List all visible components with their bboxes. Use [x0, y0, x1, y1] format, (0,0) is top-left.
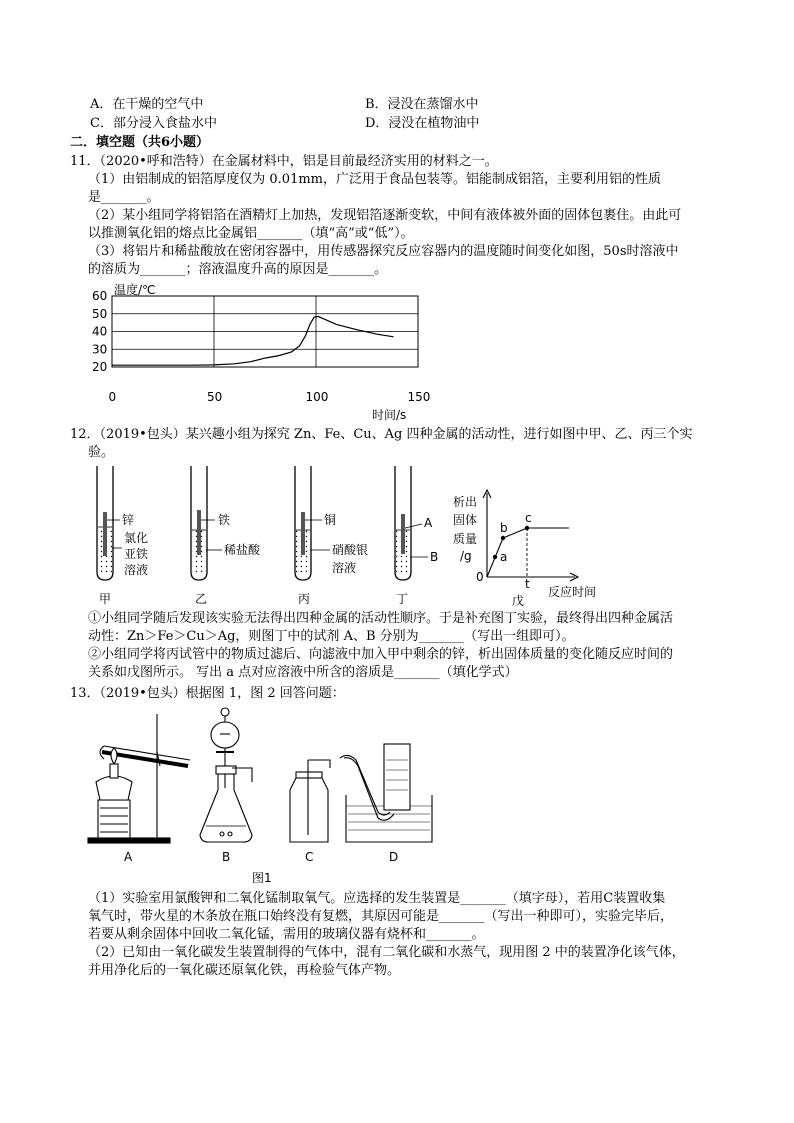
svg-text:析出: 析出	[453, 495, 478, 509]
svg-text:B: B	[222, 850, 231, 864]
svg-text:溶液: 溶液	[124, 563, 149, 577]
svg-text:溶液: 溶液	[332, 561, 357, 575]
svg-text:反应时间: 反应时间	[548, 585, 597, 599]
svg-text:A: A	[124, 850, 133, 864]
q12-stem-b: 验。	[88, 445, 115, 460]
caption-bing: 丙	[298, 592, 311, 606]
q12-s1b: 动性：Zn＞Fe＞Cu＞Ag，则图丁中的试剂 A、B 分别为_______（写出一组即可）。	[88, 629, 575, 644]
figure-1-caption: 图1	[252, 871, 272, 885]
q11-p2a: （2）某小组同学将铝箔在酒精灯上加热，发现铝箔逐渐变软，中间有液体被外面的固体包裹住。由此可	[88, 208, 682, 223]
apparatus-a	[88, 714, 190, 843]
y-tick-label: 20	[92, 360, 108, 374]
tube4-a: A	[424, 516, 433, 530]
tube1-metal: 锌	[122, 513, 135, 527]
svg-text:质量: 质量	[453, 532, 478, 546]
q13-p2a: （2）已知由一氧化碳发生装置制得的气体中，混有二氧化碳和水蒸气，现用图 2 中的装置净化该气体，	[88, 945, 685, 960]
q11-p1b: 是_______。	[88, 190, 160, 205]
chart-ylabel: 温度/℃	[114, 283, 156, 297]
q12-s1a: ①小组同学随后发现该实验无法得出四种金属的活动性顺序。于是补充图丁实验，最终得出四种金属活	[88, 611, 674, 626]
svg-text:b: b	[500, 521, 508, 535]
svg-text:亚铁: 亚铁	[124, 547, 149, 561]
option-d: D．浸没在植物油中	[365, 116, 480, 131]
chart-xlabel: 时间/s	[372, 408, 407, 422]
apparatus-c	[290, 760, 330, 842]
q12-s2b: 关系如戊图所示。 写出 a 点对应溶液中所含的溶质是_______（填化学式）	[88, 665, 518, 680]
q11-p3b: 的溶质为_______；溶液温度升高的原因是_______。	[88, 262, 388, 277]
y-tick-label: 60	[92, 289, 108, 303]
y-tick-label: 30	[92, 342, 108, 357]
svg-text:0: 0	[476, 570, 484, 584]
x-tick-label: 50	[207, 390, 223, 404]
q11-p2b: 以推测氧化铝的熔点比金属铝_______（填“高”或“低”）。	[88, 226, 414, 241]
tube3-metal: 铜	[324, 513, 337, 527]
q11-stem: 11．（2020•呼和浩特）在金属材料中，铝是目前最经济实用的材料之一。	[70, 154, 498, 169]
option-a: A．在干燥的空气中	[90, 97, 204, 112]
x-tick-label: 100	[305, 390, 329, 404]
q11-p1a: （1）由铝制成的铝箔厚度仅为 0.01mm，广泛用于食品包装等。铝能制成铝箔，主要利用铝的性质	[88, 172, 662, 187]
caption-yi: 乙	[195, 592, 208, 606]
svg-text:固体: 固体	[453, 513, 478, 527]
option-c: C．部分浸入食盐水中	[90, 116, 217, 131]
y-tick-label: 40	[92, 324, 108, 339]
svg-text:a: a	[500, 550, 508, 564]
y-tick-label: 50	[92, 306, 108, 321]
svg-text:稀盐酸: 稀盐酸	[224, 543, 261, 557]
caption-ding: 丁	[396, 592, 409, 606]
tube4-b: B	[430, 550, 439, 564]
tube2-metal: 铁	[218, 513, 231, 527]
q13-p1a: （1）实验室用氯酸钾和二氧化锰制取氧气。应选择的发生装置是_______（填字母），若用C装置收集	[88, 891, 666, 906]
apparatus-d	[340, 744, 432, 842]
svg-text:/g: /g	[460, 549, 472, 563]
svg-text:c: c	[525, 511, 532, 525]
caption-jia: 甲	[99, 592, 112, 606]
x-tick-label: 150	[407, 390, 431, 404]
svg-text:氯化: 氯化	[124, 531, 149, 545]
q12-stem-a: 12．（2019•包头）某兴趣小组为探究 Zn、Fe、Cu、Ag 四种金属的活动性，进行如图中甲、乙、丙三个实	[70, 427, 693, 442]
q11-p3a: （3）将铝片和稀盐酸放在密闭容器中，用传感器探究反应容器内的温度随时间变化如图，50s时溶液中	[88, 244, 679, 259]
svg-text:t: t	[525, 577, 530, 591]
svg-text:硝酸银: 硝酸银	[332, 543, 369, 557]
svg-text:D: D	[389, 850, 399, 864]
q12-s2a: ②小组同学将丙试管中的物质过滤后、向滤液中加入甲中剩余的锌，析出固体质量的变化随反应时间的	[88, 647, 674, 662]
q13-p1c: 若要从剩余固体中回收二氧化锰，需用的玻璃仪器有烧杯和_______。	[88, 927, 485, 942]
q13-stem: 13．（2019•包头）根据图 1，图 2 回答问题：	[70, 686, 345, 701]
svg-text:C: C	[305, 850, 314, 864]
q13-p2b: 并用净化后的一氧化碳还原氧化铁，再检验气体产物。	[88, 963, 401, 978]
q13-p1b: 氧气时，带火星的木条放在瓶口始终没有复燃，其原因可能是_______（写出一种即可），实验完毕后，	[88, 909, 674, 924]
x-tick-label: 0	[108, 390, 117, 404]
option-b: B．浸没在蒸馏水中	[365, 97, 479, 112]
caption-wu: 戊	[512, 594, 525, 608]
apparatus-b	[200, 708, 252, 842]
section-title: 二．填空题（共6小题）	[70, 135, 210, 150]
